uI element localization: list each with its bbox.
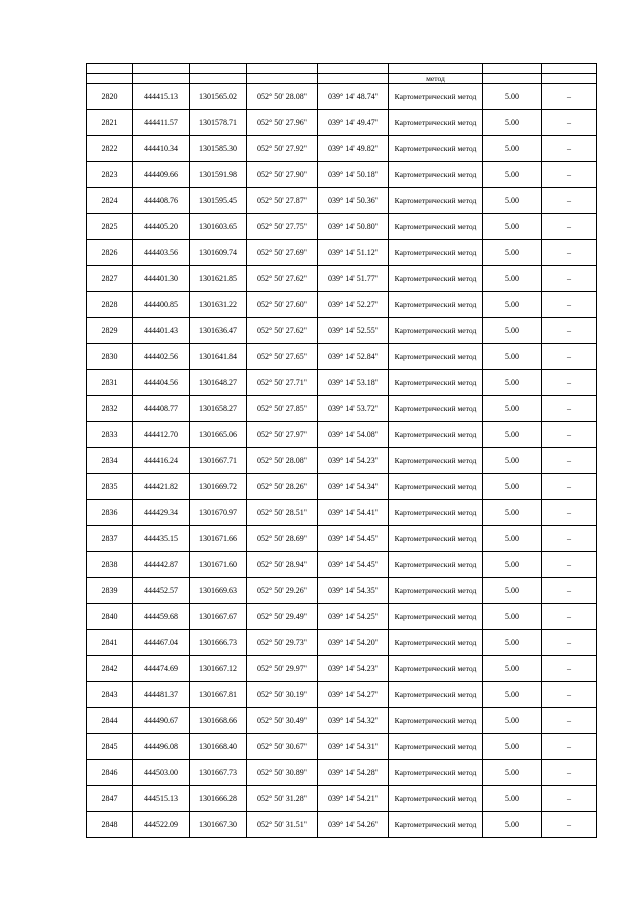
- latitude-cell: 052° 50' 30.67": [247, 734, 318, 760]
- longitude-cell: 039° 14' 53.18": [318, 370, 389, 396]
- point-number-cell: 2827: [87, 266, 133, 292]
- point-number-cell: 2844: [87, 708, 133, 734]
- longitude-cell: 039° 14' 54.21": [318, 786, 389, 812]
- point-number-cell: 2828: [87, 292, 133, 318]
- y-coordinate-cell: 1301631.22: [190, 292, 247, 318]
- accuracy-cell: 5.00: [483, 318, 542, 344]
- x-coordinate-cell: 444416.24: [133, 448, 190, 474]
- longitude-cell: 039° 14' 54.26": [318, 812, 389, 838]
- method-cell: Картометрический метод: [389, 682, 483, 708]
- y-coordinate-cell: 1301648.27: [190, 370, 247, 396]
- point-number-cell: 2825: [87, 214, 133, 240]
- method-cell: Картометрический метод: [389, 422, 483, 448]
- table-row: [87, 110, 597, 136]
- table-row: [87, 422, 597, 448]
- y-coordinate-cell: 1301666.73: [190, 630, 247, 656]
- note-cell: –: [542, 786, 597, 812]
- x-coordinate-cell: 444402.56: [133, 344, 190, 370]
- point-number-cell: 2847: [87, 786, 133, 812]
- note-cell: –: [542, 500, 597, 526]
- longitude-cell: 039° 14' 52.27": [318, 292, 389, 318]
- latitude-cell: 052° 50' 30.19": [247, 682, 318, 708]
- longitude-cell: 039° 14' 52.84": [318, 344, 389, 370]
- note-cell: –: [542, 344, 597, 370]
- accuracy-cell: 5.00: [483, 682, 542, 708]
- latitude-cell: 052° 50' 27.92": [247, 136, 318, 162]
- x-coordinate-cell: 444412.70: [133, 422, 190, 448]
- empty-cell: [247, 74, 318, 84]
- table-row: [87, 396, 597, 422]
- method-cell: Картометрический метод: [389, 396, 483, 422]
- y-coordinate-cell: 1301671.66: [190, 526, 247, 552]
- accuracy-cell: 5.00: [483, 448, 542, 474]
- table-row: [87, 578, 597, 604]
- latitude-cell: 052° 50' 31.51": [247, 812, 318, 838]
- method-cell: Картометрический метод: [389, 578, 483, 604]
- table-row: [87, 214, 597, 240]
- y-coordinate-cell: 1301641.84: [190, 344, 247, 370]
- longitude-cell: 039° 14' 51.77": [318, 266, 389, 292]
- method-cell: Картометрический метод: [389, 136, 483, 162]
- point-number-cell: 2837: [87, 526, 133, 552]
- table-row: [87, 162, 597, 188]
- method-cell: метод: [389, 74, 483, 84]
- continued-row: [87, 74, 597, 84]
- method-cell: Картометрический метод: [389, 318, 483, 344]
- x-coordinate-cell: 444467.04: [133, 630, 190, 656]
- method-cell: Картометрический метод: [389, 734, 483, 760]
- longitude-cell: 039° 14' 54.08": [318, 422, 389, 448]
- y-coordinate-cell: 1301595.45: [190, 188, 247, 214]
- note-cell: –: [542, 240, 597, 266]
- latitude-cell: 052° 50' 29.49": [247, 604, 318, 630]
- header-cell: [542, 64, 597, 74]
- point-number-cell: 2840: [87, 604, 133, 630]
- empty-cell: [87, 74, 133, 84]
- y-coordinate-cell: 1301621.85: [190, 266, 247, 292]
- header-cell: [190, 64, 247, 74]
- method-cell: Картометрический метод: [389, 370, 483, 396]
- point-number-cell: 2848: [87, 812, 133, 838]
- longitude-cell: 039° 14' 54.45": [318, 552, 389, 578]
- accuracy-cell: 5.00: [483, 110, 542, 136]
- longitude-cell: 039° 14' 54.31": [318, 734, 389, 760]
- accuracy-cell: 5.00: [483, 84, 542, 110]
- y-coordinate-cell: 1301565.02: [190, 84, 247, 110]
- empty-cell: [483, 74, 542, 84]
- accuracy-cell: 5.00: [483, 240, 542, 266]
- method-cell: Картометрический метод: [389, 344, 483, 370]
- y-coordinate-cell: 1301667.73: [190, 760, 247, 786]
- accuracy-cell: 5.00: [483, 344, 542, 370]
- x-coordinate-cell: 444490.67: [133, 708, 190, 734]
- x-coordinate-cell: 444421.82: [133, 474, 190, 500]
- latitude-cell: 052° 50' 28.94": [247, 552, 318, 578]
- latitude-cell: 052° 50' 29.73": [247, 630, 318, 656]
- accuracy-cell: 5.00: [483, 396, 542, 422]
- latitude-cell: 052° 50' 27.90": [247, 162, 318, 188]
- method-cell: Картометрический метод: [389, 214, 483, 240]
- latitude-cell: 052° 50' 27.85": [247, 396, 318, 422]
- x-coordinate-cell: 444522.09: [133, 812, 190, 838]
- latitude-cell: 052° 50' 28.69": [247, 526, 318, 552]
- accuracy-cell: 5.00: [483, 786, 542, 812]
- table-row: [87, 344, 597, 370]
- point-number-cell: 2832: [87, 396, 133, 422]
- method-cell: Картометрический метод: [389, 500, 483, 526]
- note-cell: –: [542, 214, 597, 240]
- empty-cell: [542, 74, 597, 84]
- header-cell: [87, 64, 133, 74]
- accuracy-cell: 5.00: [483, 760, 542, 786]
- y-coordinate-cell: 1301666.28: [190, 786, 247, 812]
- y-coordinate-cell: 1301609.74: [190, 240, 247, 266]
- empty-cell: [190, 74, 247, 84]
- note-cell: –: [542, 422, 597, 448]
- accuracy-cell: 5.00: [483, 136, 542, 162]
- note-cell: –: [542, 110, 597, 136]
- header-cell: [133, 64, 190, 74]
- table-row: [87, 318, 597, 344]
- method-cell: Картометрический метод: [389, 760, 483, 786]
- table-row: [87, 786, 597, 812]
- longitude-cell: 039° 14' 53.72": [318, 396, 389, 422]
- latitude-cell: 052° 50' 31.28": [247, 786, 318, 812]
- latitude-cell: 052° 50' 27.62": [247, 318, 318, 344]
- accuracy-cell: 5.00: [483, 526, 542, 552]
- y-coordinate-cell: 1301668.66: [190, 708, 247, 734]
- latitude-cell: 052° 50' 27.75": [247, 214, 318, 240]
- method-cell: Картометрический метод: [389, 708, 483, 734]
- method-cell: Картометрический метод: [389, 110, 483, 136]
- note-cell: –: [542, 448, 597, 474]
- point-number-cell: 2838: [87, 552, 133, 578]
- x-coordinate-cell: 444410.34: [133, 136, 190, 162]
- x-coordinate-cell: 444515.13: [133, 786, 190, 812]
- x-coordinate-cell: 444401.43: [133, 318, 190, 344]
- accuracy-cell: 5.00: [483, 812, 542, 838]
- longitude-cell: 039° 14' 50.80": [318, 214, 389, 240]
- point-number-cell: 2841: [87, 630, 133, 656]
- point-number-cell: 2842: [87, 656, 133, 682]
- latitude-cell: 052° 50' 28.08": [247, 84, 318, 110]
- y-coordinate-cell: 1301578.71: [190, 110, 247, 136]
- latitude-cell: 052° 50' 27.97": [247, 422, 318, 448]
- note-cell: –: [542, 162, 597, 188]
- table-body: [87, 64, 597, 838]
- y-coordinate-cell: 1301667.12: [190, 656, 247, 682]
- table-row: [87, 370, 597, 396]
- note-cell: –: [542, 266, 597, 292]
- note-cell: –: [542, 734, 597, 760]
- longitude-cell: 039° 14' 54.23": [318, 656, 389, 682]
- table-row: [87, 812, 597, 838]
- latitude-cell: 052° 50' 28.51": [247, 500, 318, 526]
- x-coordinate-cell: 444442.87: [133, 552, 190, 578]
- method-cell: Картометрический метод: [389, 292, 483, 318]
- point-number-cell: 2823: [87, 162, 133, 188]
- note-cell: –: [542, 708, 597, 734]
- x-coordinate-cell: 444452.57: [133, 578, 190, 604]
- latitude-cell: 052° 50' 28.08": [247, 448, 318, 474]
- accuracy-cell: 5.00: [483, 214, 542, 240]
- x-coordinate-cell: 444405.20: [133, 214, 190, 240]
- y-coordinate-cell: 1301603.65: [190, 214, 247, 240]
- accuracy-cell: 5.00: [483, 370, 542, 396]
- y-coordinate-cell: 1301665.06: [190, 422, 247, 448]
- method-cell: Картометрический метод: [389, 786, 483, 812]
- table-row: [87, 708, 597, 734]
- latitude-cell: 052° 50' 27.71": [247, 370, 318, 396]
- table-row: [87, 240, 597, 266]
- longitude-cell: 039° 14' 54.34": [318, 474, 389, 500]
- latitude-cell: 052° 50' 27.87": [247, 188, 318, 214]
- method-cell: Картометрический метод: [389, 630, 483, 656]
- accuracy-cell: 5.00: [483, 474, 542, 500]
- y-coordinate-cell: 1301668.40: [190, 734, 247, 760]
- note-cell: –: [542, 682, 597, 708]
- x-coordinate-cell: 444411.57: [133, 110, 190, 136]
- table-row: [87, 474, 597, 500]
- y-coordinate-cell: 1301669.72: [190, 474, 247, 500]
- longitude-cell: 039° 14' 51.12": [318, 240, 389, 266]
- note-cell: –: [542, 630, 597, 656]
- point-number-cell: 2834: [87, 448, 133, 474]
- point-number-cell: 2846: [87, 760, 133, 786]
- latitude-cell: 052° 50' 27.96": [247, 110, 318, 136]
- accuracy-cell: 5.00: [483, 656, 542, 682]
- longitude-cell: 039° 14' 54.28": [318, 760, 389, 786]
- note-cell: –: [542, 656, 597, 682]
- x-coordinate-cell: 444400.85: [133, 292, 190, 318]
- accuracy-cell: 5.00: [483, 734, 542, 760]
- y-coordinate-cell: 1301667.67: [190, 604, 247, 630]
- table-row: [87, 136, 597, 162]
- table-row: [87, 266, 597, 292]
- method-cell: Картометрический метод: [389, 240, 483, 266]
- accuracy-cell: 5.00: [483, 552, 542, 578]
- point-number-cell: 2829: [87, 318, 133, 344]
- longitude-cell: 039° 14' 54.25": [318, 604, 389, 630]
- x-coordinate-cell: 444408.76: [133, 188, 190, 214]
- x-coordinate-cell: 444481.37: [133, 682, 190, 708]
- y-coordinate-cell: 1301667.71: [190, 448, 247, 474]
- y-coordinate-cell: 1301667.30: [190, 812, 247, 838]
- y-coordinate-cell: 1301671.60: [190, 552, 247, 578]
- header-cell: [247, 64, 318, 74]
- latitude-cell: 052° 50' 29.97": [247, 656, 318, 682]
- x-coordinate-cell: 444401.30: [133, 266, 190, 292]
- longitude-cell: 039° 14' 49.82": [318, 136, 389, 162]
- method-cell: Картометрический метод: [389, 188, 483, 214]
- note-cell: –: [542, 188, 597, 214]
- header-cell: [483, 64, 542, 74]
- method-cell: Картометрический метод: [389, 812, 483, 838]
- latitude-cell: 052° 50' 30.89": [247, 760, 318, 786]
- note-cell: –: [542, 84, 597, 110]
- method-cell: Картометрический метод: [389, 162, 483, 188]
- longitude-cell: 039° 14' 54.35": [318, 578, 389, 604]
- method-cell: Картометрический метод: [389, 266, 483, 292]
- point-number-cell: 2833: [87, 422, 133, 448]
- longitude-cell: 039° 14' 48.74": [318, 84, 389, 110]
- latitude-cell: 052° 50' 30.49": [247, 708, 318, 734]
- empty-cell: [318, 74, 389, 84]
- note-cell: –: [542, 760, 597, 786]
- latitude-cell: 052° 50' 29.26": [247, 578, 318, 604]
- method-cell: Картометрический метод: [389, 474, 483, 500]
- note-cell: –: [542, 396, 597, 422]
- longitude-cell: 039° 14' 50.18": [318, 162, 389, 188]
- accuracy-cell: 5.00: [483, 630, 542, 656]
- coordinates-table: [86, 63, 597, 838]
- x-coordinate-cell: 444459.68: [133, 604, 190, 630]
- longitude-cell: 039° 14' 52.55": [318, 318, 389, 344]
- x-coordinate-cell: 444403.56: [133, 240, 190, 266]
- point-number-cell: 2831: [87, 370, 133, 396]
- accuracy-cell: 5.00: [483, 162, 542, 188]
- accuracy-cell: 5.00: [483, 578, 542, 604]
- header-row: [87, 64, 597, 74]
- table-row: [87, 630, 597, 656]
- accuracy-cell: 5.00: [483, 266, 542, 292]
- longitude-cell: 039° 14' 54.23": [318, 448, 389, 474]
- table-row: [87, 682, 597, 708]
- note-cell: –: [542, 370, 597, 396]
- latitude-cell: 052° 50' 27.65": [247, 344, 318, 370]
- note-cell: –: [542, 578, 597, 604]
- longitude-cell: 039° 14' 54.41": [318, 500, 389, 526]
- note-cell: –: [542, 526, 597, 552]
- table-row: [87, 656, 597, 682]
- x-coordinate-cell: 444435.15: [133, 526, 190, 552]
- method-cell: Картометрический метод: [389, 84, 483, 110]
- table-row: [87, 448, 597, 474]
- point-number-cell: 2824: [87, 188, 133, 214]
- point-number-cell: 2822: [87, 136, 133, 162]
- note-cell: –: [542, 552, 597, 578]
- y-coordinate-cell: 1301669.63: [190, 578, 247, 604]
- y-coordinate-cell: 1301585.30: [190, 136, 247, 162]
- point-number-cell: 2843: [87, 682, 133, 708]
- method-cell: Картометрический метод: [389, 448, 483, 474]
- x-coordinate-cell: 444474.69: [133, 656, 190, 682]
- table-row: [87, 84, 597, 110]
- table-row: [87, 292, 597, 318]
- point-number-cell: 2845: [87, 734, 133, 760]
- note-cell: –: [542, 604, 597, 630]
- note-cell: –: [542, 474, 597, 500]
- longitude-cell: 039° 14' 54.20": [318, 630, 389, 656]
- note-cell: –: [542, 292, 597, 318]
- method-cell: Картометрический метод: [389, 552, 483, 578]
- x-coordinate-cell: 444408.77: [133, 396, 190, 422]
- accuracy-cell: 5.00: [483, 188, 542, 214]
- accuracy-cell: 5.00: [483, 604, 542, 630]
- header-cell: [318, 64, 389, 74]
- y-coordinate-cell: 1301636.47: [190, 318, 247, 344]
- table-row: [87, 526, 597, 552]
- table-row: [87, 188, 597, 214]
- latitude-cell: 052° 50' 28.26": [247, 474, 318, 500]
- point-number-cell: 2836: [87, 500, 133, 526]
- method-cell: Картометрический метод: [389, 526, 483, 552]
- longitude-cell: 039° 14' 49.47": [318, 110, 389, 136]
- note-cell: –: [542, 318, 597, 344]
- table-row: [87, 604, 597, 630]
- accuracy-cell: 5.00: [483, 422, 542, 448]
- x-coordinate-cell: 444409.66: [133, 162, 190, 188]
- point-number-cell: 2826: [87, 240, 133, 266]
- note-cell: –: [542, 812, 597, 838]
- accuracy-cell: 5.00: [483, 708, 542, 734]
- point-number-cell: 2821: [87, 110, 133, 136]
- latitude-cell: 052° 50' 27.69": [247, 240, 318, 266]
- y-coordinate-cell: 1301667.81: [190, 682, 247, 708]
- longitude-cell: 039° 14' 54.27": [318, 682, 389, 708]
- latitude-cell: 052° 50' 27.62": [247, 266, 318, 292]
- note-cell: –: [542, 136, 597, 162]
- table-row: [87, 552, 597, 578]
- longitude-cell: 039° 14' 54.45": [318, 526, 389, 552]
- table-row: [87, 500, 597, 526]
- accuracy-cell: 5.00: [483, 292, 542, 318]
- longitude-cell: 039° 14' 54.32": [318, 708, 389, 734]
- empty-cell: [133, 74, 190, 84]
- y-coordinate-cell: 1301591.98: [190, 162, 247, 188]
- x-coordinate-cell: 444404.56: [133, 370, 190, 396]
- method-cell: Картометрический метод: [389, 656, 483, 682]
- x-coordinate-cell: 444503.00: [133, 760, 190, 786]
- y-coordinate-cell: 1301658.27: [190, 396, 247, 422]
- x-coordinate-cell: 444415.13: [133, 84, 190, 110]
- y-coordinate-cell: 1301670.97: [190, 500, 247, 526]
- table-row: [87, 734, 597, 760]
- latitude-cell: 052° 50' 27.60": [247, 292, 318, 318]
- header-cell: [389, 64, 483, 74]
- method-cell: Картометрический метод: [389, 604, 483, 630]
- point-number-cell: 2839: [87, 578, 133, 604]
- accuracy-cell: 5.00: [483, 500, 542, 526]
- x-coordinate-cell: 444429.34: [133, 500, 190, 526]
- point-number-cell: 2830: [87, 344, 133, 370]
- point-number-cell: 2835: [87, 474, 133, 500]
- x-coordinate-cell: 444496.08: [133, 734, 190, 760]
- point-number-cell: 2820: [87, 84, 133, 110]
- table-row: [87, 760, 597, 786]
- longitude-cell: 039° 14' 50.36": [318, 188, 389, 214]
